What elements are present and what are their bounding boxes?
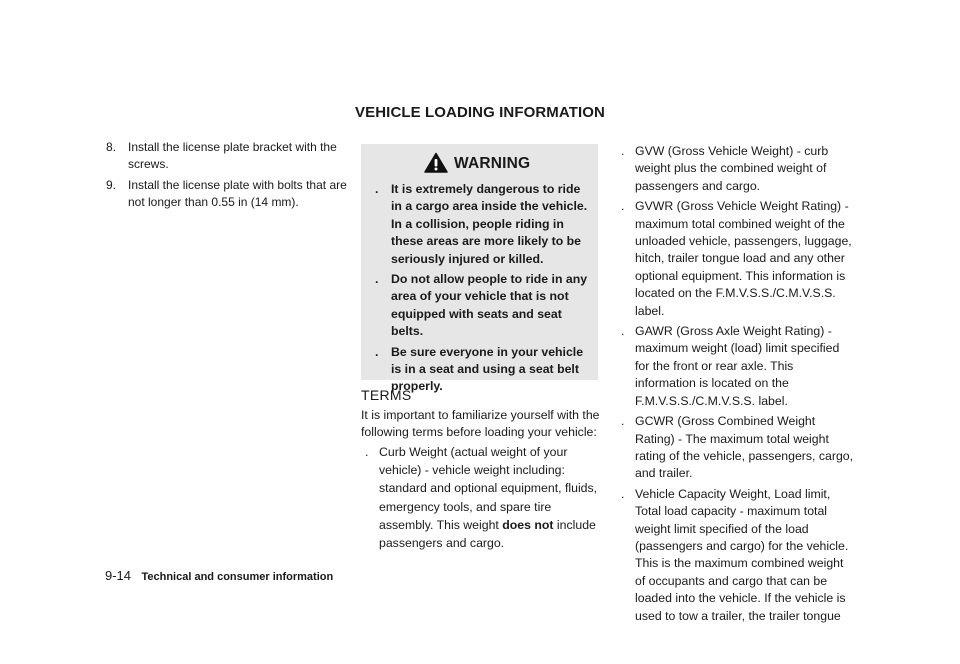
warning-list [375,181,593,399]
step-number: 9. [106,178,117,192]
step-number: 8. [106,140,117,154]
step-text: Install the license plate bracket with the screws. [128,140,337,171]
warning-triangle-icon [424,152,448,173]
term-item-vehicle-capacity: . Vehicle Capacity Weight, Load limit, Total load capacity - maximum total weight limit specified of the load (passengers and cargo) for the vehicle. This is the maximum combined weight of occupants and cargo that can be loaded into the vehicle. If the vehicle is used to tow a trailer, the trailer tongue [621,486,849,623]
footer-section-label: Technical and consumer information [141,571,334,583]
step-item [104,177,347,211]
term-item-gvw: . GVW (Gross Vehicle Weight) - curb weight plus the combined weight of passengers and cargo. [621,144,829,193]
installation-steps [104,139,347,215]
warning-item: . Do not allow people to ride in any area of your vehicle that is not equipped with seats and seat belts. [375,272,588,339]
page-footer [105,567,333,585]
warning-item: . It is extremely dangerous to ride in a cargo area inside the vehicle. In a collision, people riding in these areas are more likely to be seriously injured or killed. [375,182,588,266]
term-item-gawr: . GAWR (Gross Axle Weight Rating) - maximum weight (load) limit specified for the front or rear axle. This information is located on the F.M.V.S.S./C.M.V.S.S. label. [621,324,840,408]
definitions-list [617,143,857,628]
section-title: VEHICLE LOADING INFORMATION [355,104,605,121]
term-item-gcwr: . GCWR (Gross Combined Weight Rating) - The maximum total weight rating of the vehicle, passengers, cargo, and trailer. [621,414,854,481]
terms-intro: It is important to familiarize yourself with the following terms before loading your vehicle: [361,408,600,440]
page-number: 9-14 [105,568,132,583]
step-text: Install the license plate with bolts that are not longer than 0.55 in (14 mm). [128,178,347,209]
warning-box [361,144,598,394]
term-item-curb-weight: . Curb Weight (actual weight of your vehicle) - vehicle weight including: standard and optional equipment, fluids, emergency tools, and spare tire assembly. This weight does not include passengers and cargo. [365,445,598,551]
terms-list [361,443,601,555]
term-item-gvwr: . GVWR (Gross Vehicle Weight Rating) - maximum total combined weight of the unloaded vehicle, passengers, luggage, hitch, trailer tongue load and any other optional equipment. This information is located on the F.M.V.S.S./C.M.V.S.S. label. [621,199,852,318]
emphasis-text: does not [502,517,554,532]
warning-header [361,150,598,176]
terms-heading: TERMS [361,387,412,403]
warning-item: . Be sure everyone in your vehicle is in a seat and using a seat belt properly. [375,344,584,394]
step-item [104,139,347,173]
warning-title: WARNING [454,155,531,172]
